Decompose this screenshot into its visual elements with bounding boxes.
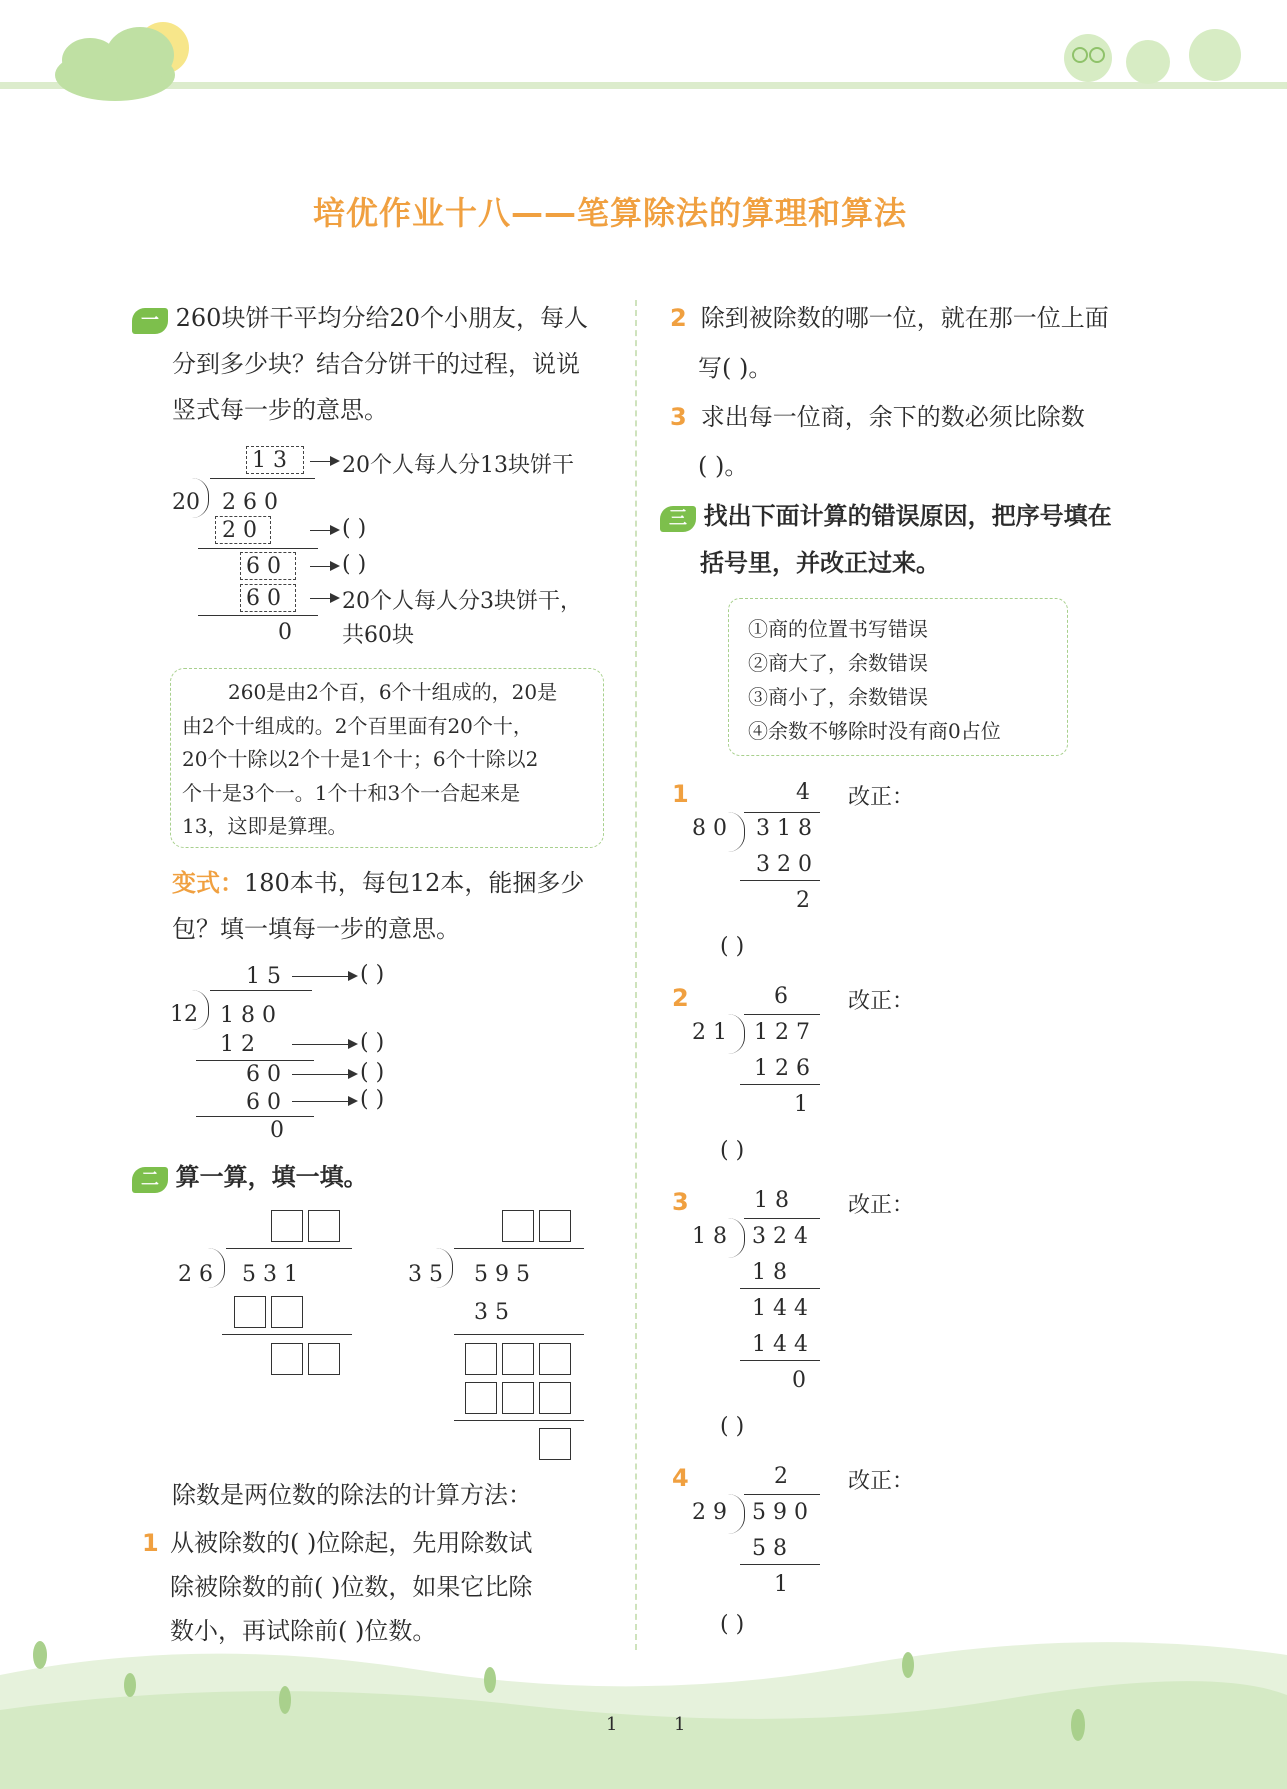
fix-label: 改正： [848,785,915,810]
digit-box[interactable] [502,1210,534,1242]
variant-blank-4[interactable]: ( ) [360,1087,385,1112]
arrow-icon [292,1074,356,1075]
section-1-badge: 一 [132,308,168,334]
page-title: 培优作业十八——笔算除法的算理和算法 [312,194,907,232]
digit-box[interactable] [502,1343,534,1375]
section-3-title-line2: 括号里，并改正过来。 [700,549,940,577]
blank-answer-1[interactable]: ( ) [342,516,367,541]
arrow-icon [292,1101,356,1102]
variant-blank-2[interactable]: ( ) [360,1030,385,1055]
digit-box[interactable] [308,1343,340,1375]
variant-question-line2: 包？填一填每一步的意思。 [172,915,460,943]
section-1-question-line2: 分到多少块？结合分饼干的过程，说说 [172,350,580,378]
arrow-icon [310,566,338,567]
arrow-icon [292,1044,356,1045]
arrow-icon [292,976,356,977]
digit-box[interactable] [539,1382,571,1414]
digit-box[interactable] [308,1210,340,1242]
page-number-left: 1 [606,1714,618,1735]
digit-box[interactable] [539,1210,571,1242]
digit-box[interactable] [465,1382,497,1414]
method-rule-3: 3 求出每一位商，余下的数必须比除数 [670,403,1085,431]
variant-blank-1[interactable]: ( ) [360,962,385,987]
reason-blank[interactable]: ( ) [720,1138,745,1163]
section-1-question-line3: 竖式每一步的意思。 [172,396,388,424]
fix-label: 改正： [848,1469,915,1494]
arrow-icon [310,598,338,599]
arrow-icon [310,530,338,531]
variant-question: 变式：180本书，每包12本，能捆多少 [172,869,585,897]
reason-blank[interactable]: ( ) [720,1612,745,1637]
section-3-badge: 三 [660,506,696,532]
column-divider [635,300,637,1650]
digit-box[interactable] [502,1382,534,1414]
section-2-title: 二 算一算，填一填。 [132,1154,368,1200]
error-options: ①商的位置书写错误 ②商大了，余数错误 ③商小了，余数错误 ④余数不够除时没有商0占位 [748,617,1001,743]
digit-box[interactable] [539,1428,571,1460]
digit-box[interactable] [271,1210,303,1242]
digit-box[interactable] [465,1343,497,1375]
digit-box[interactable] [539,1343,571,1375]
cloud-icon [55,27,175,101]
fix-label: 改正： [848,1193,915,1218]
method-rule-2: 2 除到被除数的哪一位，就在那一位上面 [670,304,1109,332]
explanation-text: 260是由2个百，6个十组成的，20是 由2个十组成的。2个百里面有20个十， 20个十除以2个十是1个十；6个十除以2 个十是3个一。1个十和3个一合起来是 13，这即是算理。 [182,680,558,838]
blank-answer-2[interactable]: ( ) [342,552,367,577]
arrow-icon [310,461,338,462]
variant-blank-3[interactable]: ( ) [360,1060,385,1085]
header-decoration [0,0,1287,120]
reason-blank[interactable]: ( ) [720,1414,745,1439]
page-number-right: 1 [674,1714,686,1735]
section-2-badge: 二 [132,1167,168,1193]
landscape-decoration [0,1615,1287,1789]
fix-label: 改正： [848,989,915,1014]
section-1-question: 一 260块饼干平均分给20个小朋友，每人 [132,295,588,341]
digit-box[interactable] [234,1296,266,1328]
digit-box[interactable] [271,1343,303,1375]
method-rule-1: 1 [142,1529,159,1557]
digit-box[interactable] [271,1296,303,1328]
reason-blank[interactable]: ( ) [720,934,745,959]
section-3-title: 三 找出下面计算的错误原因，把序号填在 [660,493,1112,539]
method-heading: 除数是两位数的除法的计算方法： [172,1481,532,1509]
